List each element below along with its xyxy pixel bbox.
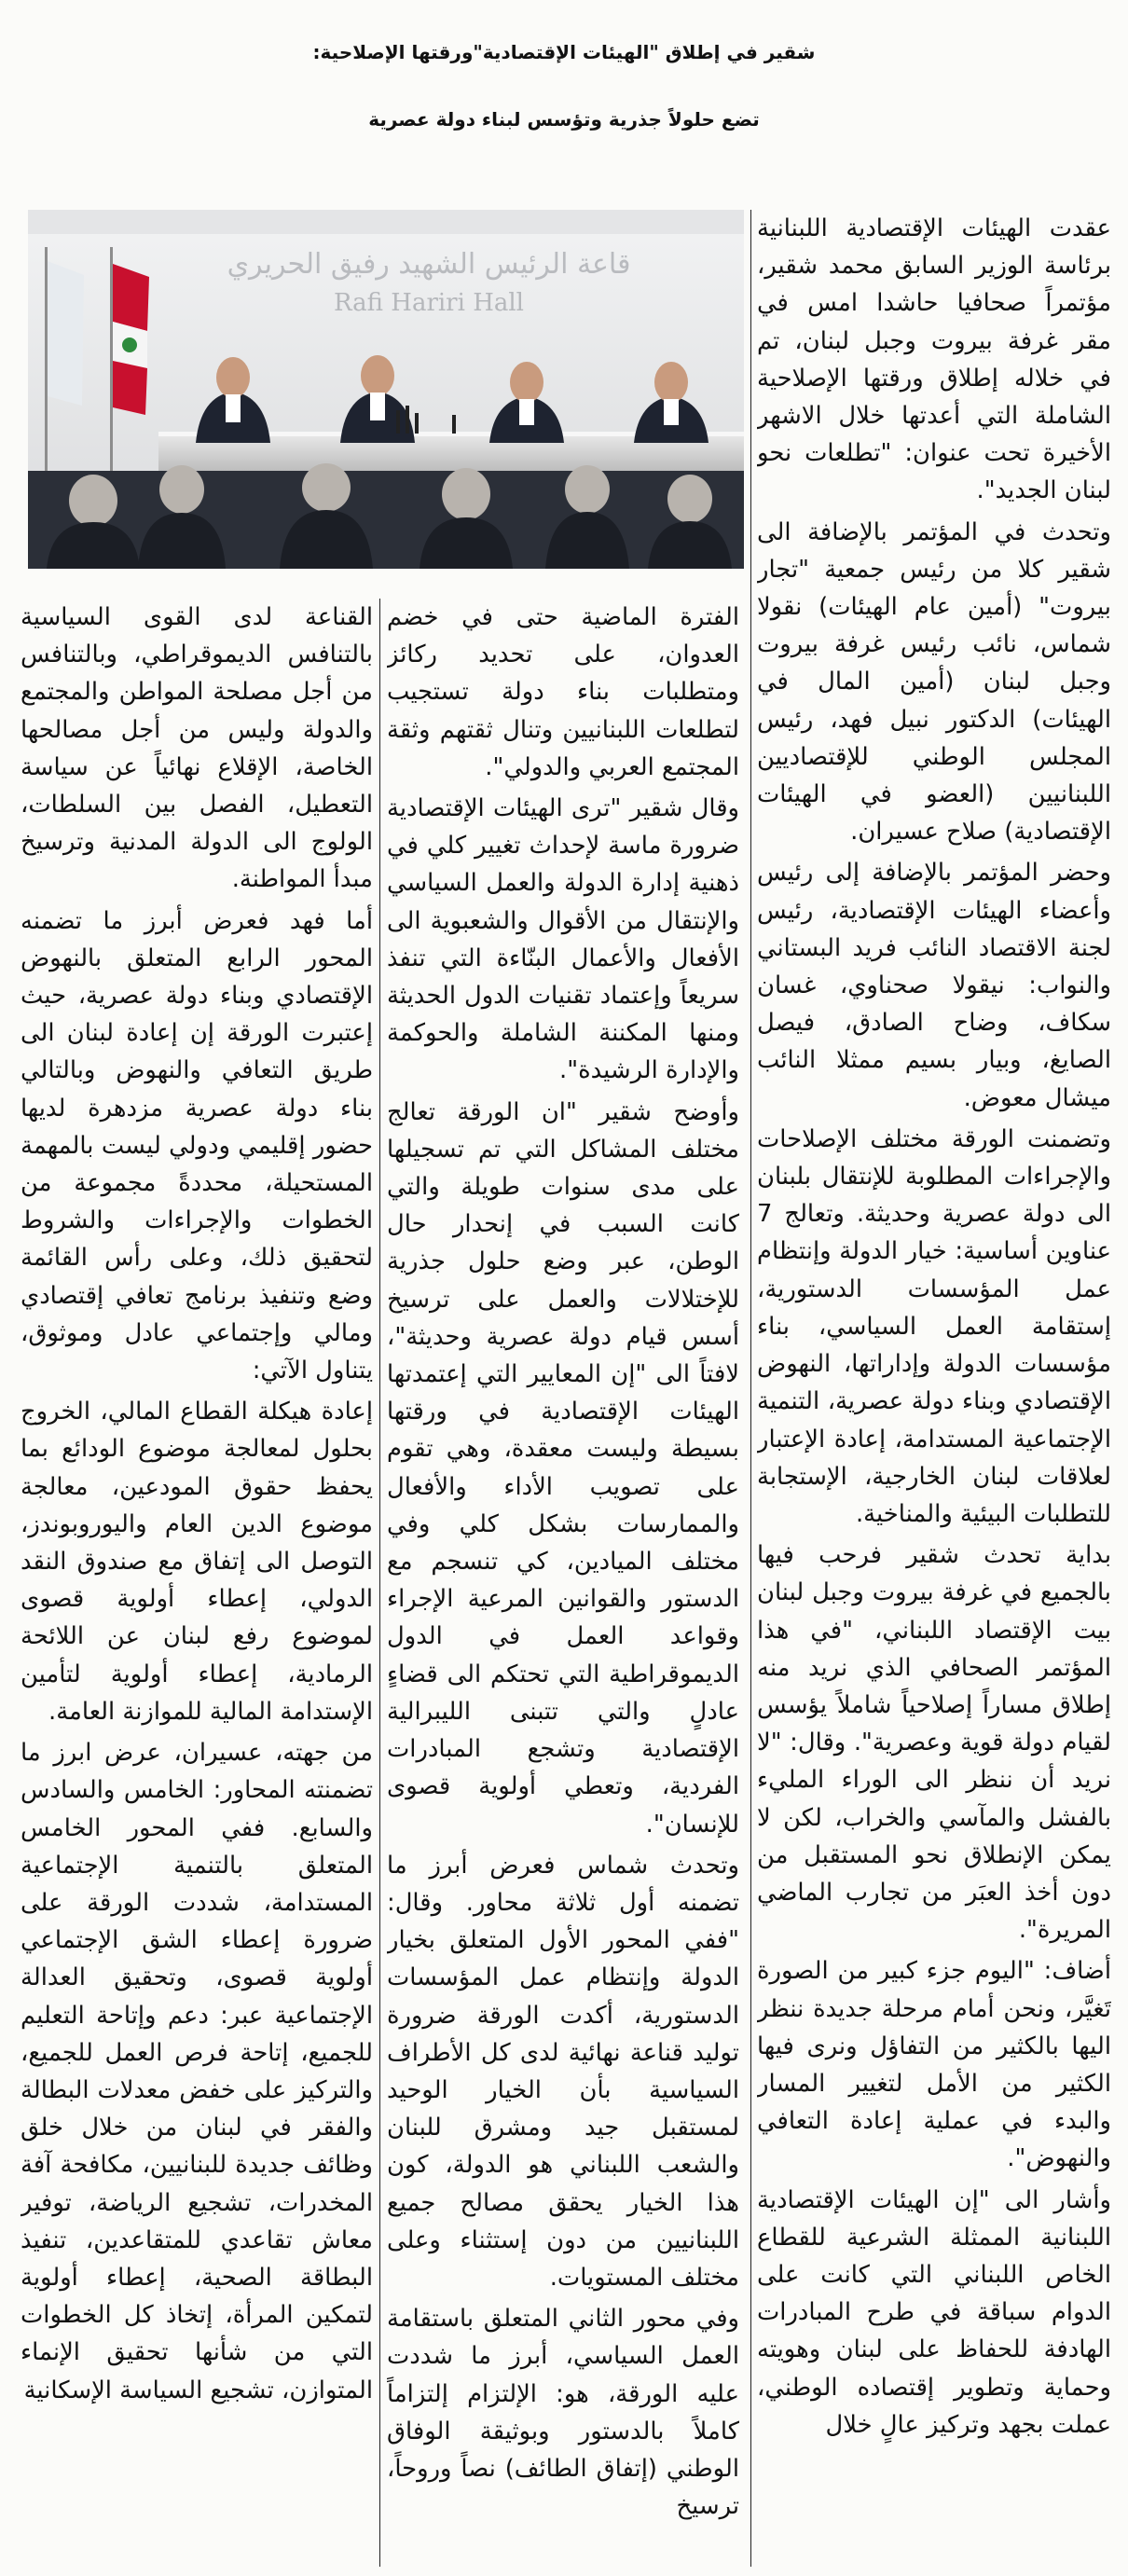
wall-sign-latin: Rafi Hariri Hall <box>333 289 525 317</box>
paragraph: الفترة الماضية حتى في خضم العدوان، على تحديد ركائز ومتطلبات بناء دولة تستجيب لتطلعات اللبنانيين وتنال ثقتهم وثقة المجتمع العربي والدولي". <box>387 603 739 781</box>
paragraph: وتحدث في المؤتمر بالإضافة الى شقير كلا من رئيس جمعية "تجار بيروت" (أمين عام الهيئات) نقولا شماس، نائب رئيس غرفة بيروت وجبل لبنان (أمين المال في الهيئات) الدكتور نبيل فهد، رئيس المجلس الوطني للإقتصاديين اللبنانيين (العضو في الهيئات الإقتصادية) صلاح عسيران. <box>757 517 1111 847</box>
wall-sign-arabic: قاعة الرئيس الشهيد رفيق الحريري <box>227 248 631 281</box>
paragraph: وحضر المؤتمر بالإضافة إلى رئيس وأعضاء الهيئات الإقتصادية، رئيس لجنة الاقتصاد النائب فريد البستاني والنواب: نيقولا صحناوي، غسان سكاف، وضاح الصادق، فيصل الصايغ، وبيار بسيم ممثلا النائب ميشال معوض. <box>757 859 1111 1112</box>
paragraph: بداية تحدث شقير فرحب فيها بالجميع في غرفة بيروت وجبل لبنان بيت الإقتصاد اللبناني، "في هذا المؤتمر الصحافي الذي نريد منه إطلاق مساراً إصلاحياً شاملاً يؤسس لقيام دولة قوية وعصرية". وقال: "لا نريد أن ننظر الى الوراء المليء بالفشل والمآسي والخراب، لكن لا يمكن الإنطلاق نحو المستقبل من دون أخذ العبَر من تجارب الماضي المريرة". <box>757 1541 1111 1945</box>
paragraph: أضاف: "اليوم جزء كبير من الصورة تَغيَّر، ونحن أمام مرحلة جديدة ننظر اليها بالكثير من التفاؤل ونرى فيها الكثير من الأمل لتغيير المسار والبدء في عملية إعادة التعافي والنهوض". <box>757 1957 1111 2173</box>
paragraph: وقال شقير "ترى الهيئات الإقتصادية ضرورة ماسة لإحداث تغيير كلي في ذهنية إدارة الدولة والعمل السياسي والإنتقال من الأقوال والشعبوية الى الأفعال والأعمال البنّاءة التي تنفذ سريعاً وإعتماد تقنيات الدول الحديثة ومنها المكننة الشاملة والحوكمة والإدارة الرشيدة". <box>387 794 739 1085</box>
paragraph: القناعة لدى القوى السياسية بالتنافس الديموقراطي، وبالتنافس من أجل مصلحة المواطن والمجتمع والدولة وليس من أجل مصالحها الخاصة، الإقلاع نهائياً عن سياسة التعطيل، الفصل بين السلطات، الولوج الى الدولة المدنية وترسيخ مبدأ المواطنة. <box>21 603 373 894</box>
headline-line-1: شقير في إطلاق "الهيئات الإقتصادية"ورقتها الإصلاحية: <box>312 41 816 63</box>
paragraph: عقدت الهيئات الإقتصادية اللبنانية برئاسة الوزير السابق محمد شقير، مؤتمراً صحافيا حاشدا امس في مقر غرفة بيروت وجبل لبنان، تم في خلاله إطلاق ورقتها الإصلاحية الشاملة التي أعدتها خلال الاشهر الأخيرة تحت عنوان: "تطلعات نحو لبنان الجديد". <box>757 214 1111 505</box>
headline <box>0 19 1128 153</box>
paragraph: أما فهد فعرض أبرز ما تضمنه المحور الرابع المتعلق بالنهوض الإقتصادي وبناء دولة عصرية، حيث إعتبرت الورقة إن إعادة لبنان الى طريق التعافي والنهوض وبالتالي بناء دولة عصرية مزدهرة لديها حضور إقليمي ودولي ليست بالمهمة المستحيلة، محددةً مجموعة من الخطوات والإجراءات والشروط لتحقيق ذلك، وعلى رأس القائمة وضع وتنفيذ برنامج تعافي إقتصادي ومالي وإجتماعي عادل وموثوق، يتناول الآتي: <box>21 906 373 1385</box>
paragraph: وفي محور الثاني المتعلق باستقامة العمل السياسي، أبرز ما شددت عليه الورقة، هو: الإلتزام إلتزاماً كاملاً بالدستور وبوثيقة الوفاق الوطني (إتفاق الطائف) نصاً وروحاً، ترسيخ <box>387 2305 739 2521</box>
paragraph: وأوضح شقير "ان الورقة تعالج مختلف المشاكل التي تم تسجيلها على مدى سنوات طويلة والتي كانت السبب في إنحدار حال الوطن، عبر وضع حلول جذرية للإختلالات والعمل على ترسيخ أسس قيام دولة عصرية وحديثة"، لافتاً الى "إن المعايير التي إعتمدتها الهيئات الإقتصادية في ورقتها بسيطة وليست معقدة، وهي تقوم على تصويب الأداء والأفعال والممارسات بشكل كلي وفي مختلف الميادين، كي تنسجم مع الدستور والقوانين المرعية الإجراء وقواعد العمل في الدول الديموقراطية التي تحتكم الى قضاءٍ عادلٍ والتي تتبنى الليبرالية الإقتصادية وتشجع المبادرات الفردية، وتعطي أولوية قصوى للإنسان". <box>387 1097 739 1839</box>
press-conference-photo <box>28 210 744 569</box>
column-rule-left <box>379 599 380 2567</box>
paragraph: من جهته، عسيران، عرض ابرز ما تضمنته المحاور: الخامس والسادس والسابع. ففي المحور الخامس المتعلق بالتنمية الإجتماعية المستدامة، شددت الورقة على ضرورة إعطاء الشق الإجتماعي أولوية قصوى، وتحقيق العدالة الإجتماعية عبر: دعم وإتاحة التعليم للجميع، إتاحة فرص العمل للجميع، والتركيز على خفض معدلات البطالة والفقر في لبنان من خلال خلق وظائف جديدة للبنانيين، مكافحة آفة المخدرات، تشجيع الرياضة، توفير معاش تقاعدي للمتقاعدين، تنفيذ البطاقة الصحية، إعطاء أولوية لتمكين المرأة، إتخاذ كل الخطوات التي من شأنها تحقيق الإنماء المتوازن، تشجيع السياسة الإسكانية <box>21 1739 373 2404</box>
paragraph: وتحدث شماس فعرض أبرز ما تضمنه أول ثلاثة محاور. وقال: "ففي المحور الأول المتعلق بخيار الدولة وإنتظام عمل المؤسسات الدستورية، أكدت الورقة ضرورة توليد قناعة نهائية لدى كل الأطراف السياسية بأن الخيار الوحيد لمستقبل جيد ومشرق للبنان والشعب اللبناني هو الدولة، كون هذا الخيار يحقق مصالح جميع اللبنانيين من دون إستثناء وعلى مختلف المستويات. <box>387 1851 739 2292</box>
column-rule-right <box>750 210 751 2567</box>
paragraph: إعادة هيكلة القطاع المالي، الخروج بحلول لمعالجة موضوع الودائع بما يحفظ حقوق المودعين، معالجة موضوع الدين العام واليوروبوندز، التوصل الى إتفاق مع صندوق النقد الدولي، إعطاء أولوية قصوى لموضوع رفع لبنان عن اللائحة الرمادية، إعطاء أولوية لتأمين الإستدامة المالية للموازنة العامة. <box>21 1398 373 1726</box>
article-column-middle <box>387 599 739 2567</box>
paragraph: وتضمنت الورقة مختلف الإصلاحات والإجراءات المطلوبة للإنتقال بلبنان الى دولة عصرية وحديثة. وتعالج 7 عناوين أساسية: خيار الدولة وإنتظام عمل المؤسسات الدستورية، إستقامة العمل السياسي، بناء مؤسسات الدولة وإداراتها، النهوض الإقتصادي وبناء دولة عصرية، التنمية الإجتماعية المستدامة، إعادة الإعتبار لعلاقات لبنان الخارجية، الإستجابة للتطلبات البيئية والمناخية. <box>757 1124 1111 1528</box>
article-column-right <box>757 210 1111 2567</box>
paragraph: وأشار الى "إن الهيئات الإقتصادية اللبنانية الممثلة الشرعية للقطاع الخاص اللبناني التي كانت على الدوام سباقة في طرح المبادرات الهادفة للحفاظ على لبنان وهويته وحماية وتطوير إقتصاده الوطني، عملت بجهد وتركيز عالٍ خلال <box>757 2185 1111 2439</box>
headline-line-2: تضع حلولاً جذرية وتؤسس لبناء دولة عصرية <box>368 108 760 131</box>
article-column-left <box>21 599 373 2567</box>
photo-illustration <box>28 210 744 569</box>
